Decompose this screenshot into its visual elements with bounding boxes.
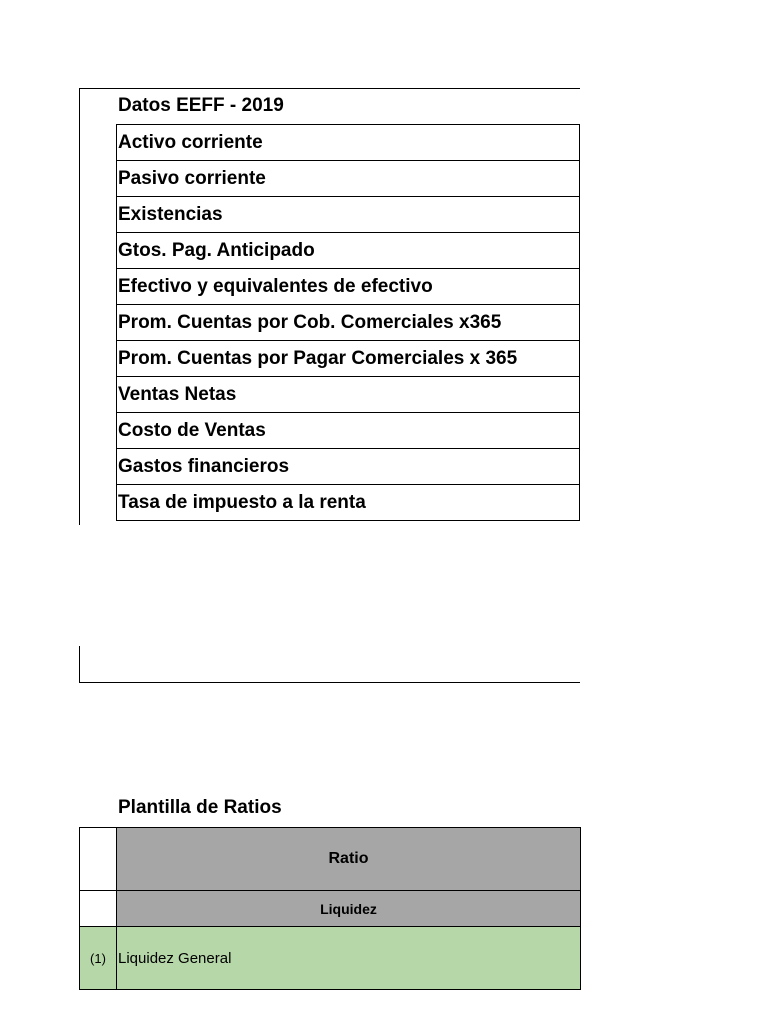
group-row xyxy=(80,891,581,927)
table-row xyxy=(117,269,580,305)
plantilla-title: Plantilla de Ratios xyxy=(118,797,282,818)
table-row xyxy=(117,125,580,161)
datos-cell[interactable]: Prom. Cuentas por Pagar Comerciales x 365 xyxy=(117,341,580,377)
datos-cell[interactable]: Ventas Netas xyxy=(117,377,580,413)
table-row xyxy=(117,305,580,341)
table-row xyxy=(117,197,580,233)
datos-title: Datos EEFF - 2019 xyxy=(118,95,284,116)
table-row xyxy=(117,161,580,197)
datos-cell[interactable]: Activo corriente xyxy=(117,125,580,161)
group-header-liquidez[interactable]: Liquidez xyxy=(117,891,581,927)
table-row xyxy=(117,377,580,413)
datos-cell[interactable]: Prom. Cuentas por Cob. Comerciales x365 xyxy=(117,305,580,341)
ratio-label[interactable]: Liquidez General xyxy=(117,927,581,990)
table-row xyxy=(117,413,580,449)
datos-cell[interactable]: Tasa de impuesto a la renta xyxy=(117,485,580,521)
table-row xyxy=(117,485,580,521)
datos-cell[interactable]: Costo de Ventas xyxy=(117,413,580,449)
datos-cell[interactable]: Pasivo corriente xyxy=(117,161,580,197)
group-blank-cell[interactable] xyxy=(80,891,117,927)
table-row xyxy=(117,233,580,269)
bottom-border-middle xyxy=(79,682,580,683)
table-row xyxy=(117,341,580,377)
table-row xyxy=(117,449,580,485)
datos-cell[interactable]: Existencias xyxy=(117,197,580,233)
datos-cell[interactable]: Gtos. Pag. Anticipado xyxy=(117,233,580,269)
ratio-number[interactable]: (1) xyxy=(80,927,117,990)
datos-table xyxy=(116,124,580,521)
ratio-header[interactable]: Ratio xyxy=(117,828,581,891)
header-row xyxy=(80,828,581,891)
left-border-middle xyxy=(79,646,80,683)
datos-cell[interactable]: Efectivo y equivalentes de efectivo xyxy=(117,269,580,305)
ratios-table xyxy=(79,827,581,990)
datos-cell[interactable]: Gastos financieros xyxy=(117,449,580,485)
table-row xyxy=(80,927,581,990)
left-border-upper xyxy=(79,88,80,525)
header-blank-cell[interactable] xyxy=(80,828,117,891)
